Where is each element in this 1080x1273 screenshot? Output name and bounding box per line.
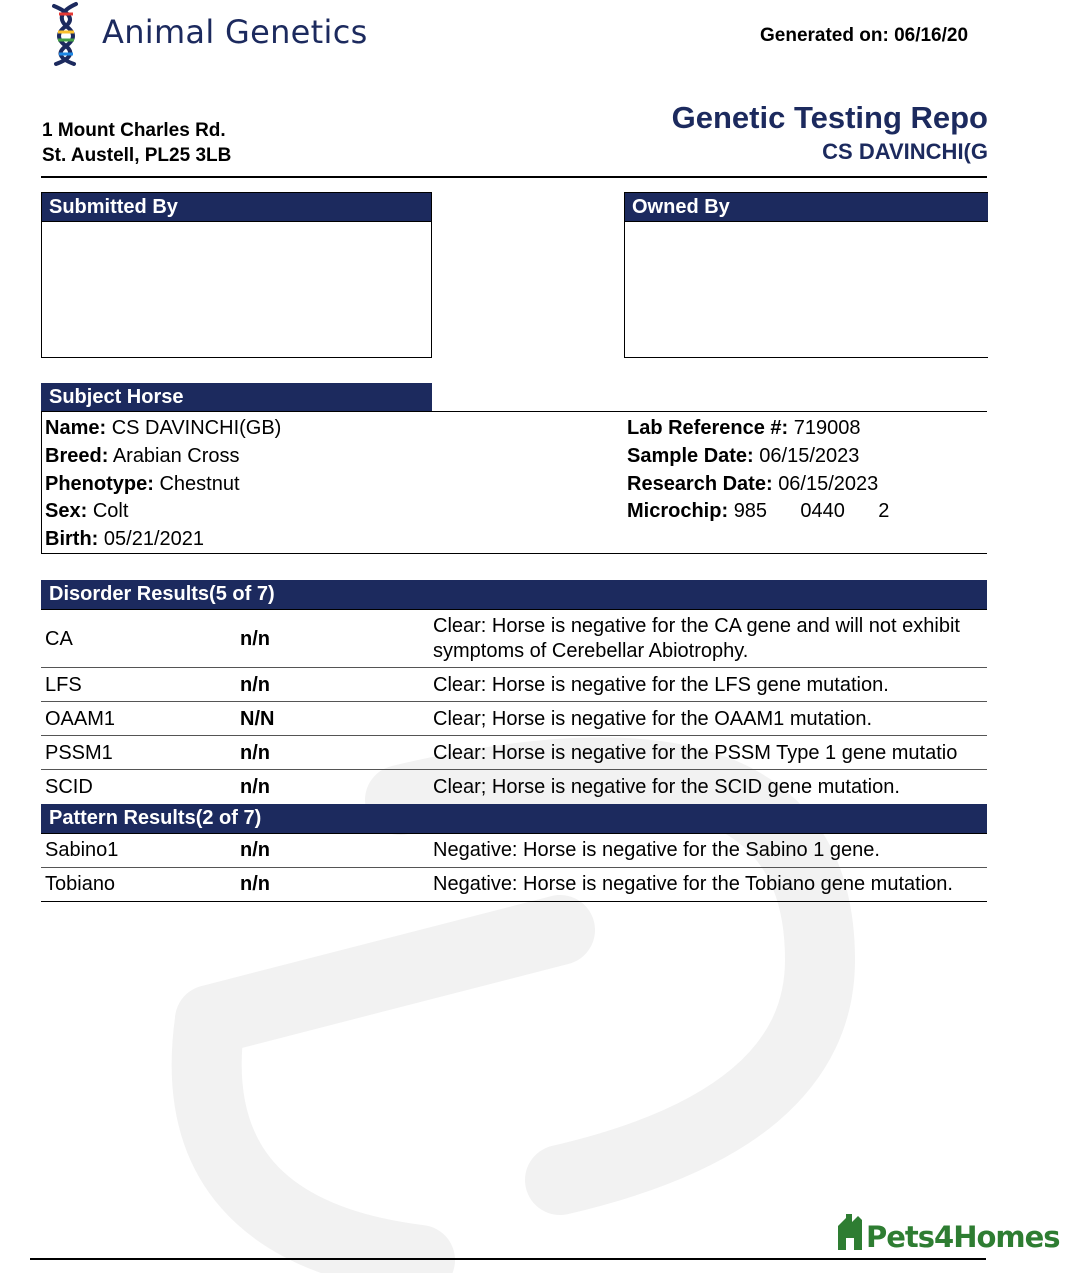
- test-description: Clear; Horse is negative for the SCID gene mutation.: [433, 776, 900, 798]
- table-row: [41, 610, 987, 668]
- header-divider: [41, 176, 987, 178]
- microchip: Microchip: 985 0440 2: [627, 500, 890, 522]
- submitted-by-title: Submitted By: [42, 193, 431, 222]
- submitted-by-box: [41, 192, 432, 358]
- generated-date: Generated on: 06/16/20: [760, 25, 969, 46]
- table-row: [41, 702, 987, 736]
- test-description: Clear: Horse is negative for the CA gene and will not exhibit: [433, 615, 960, 637]
- address-line-1: 1 Mount Charles Rd.: [42, 120, 226, 141]
- horse-sex: Sex: Colt: [45, 500, 129, 522]
- dna-logo-icon: [46, 0, 86, 68]
- test-name: SCID: [45, 776, 93, 798]
- pets4homes-house-icon: [834, 1212, 866, 1252]
- disorder-results-title: Disorder Results(5 of 7): [41, 580, 987, 609]
- test-description: Clear; Horse is negative for the OAAM1 mutation.: [433, 708, 873, 730]
- test-name: CA: [45, 628, 73, 650]
- table-row: [41, 834, 987, 868]
- pattern-results-title: Pattern Results(2 of 7): [41, 804, 987, 833]
- horse-birth: Birth: 05/21/2021: [45, 528, 204, 550]
- sample-date: Sample Date: 06/15/2023: [627, 445, 860, 467]
- test-name: PSSM1: [45, 742, 113, 764]
- report-subject: CS DAVINCHI(G: [822, 139, 988, 164]
- test-name: Tobiano: [45, 873, 116, 895]
- test-result: n/n: [240, 776, 270, 798]
- test-description: Clear: Horse is negative for the LFS gene mutation.: [433, 674, 889, 696]
- test-result: n/n: [240, 839, 270, 861]
- horse-breed: Breed: Arabian Cross: [45, 445, 240, 467]
- test-result: N/N: [240, 708, 275, 730]
- test-description-line-2: symptoms of Cerebellar Abiotrophy.: [433, 640, 749, 662]
- footer-rule: [30, 1258, 986, 1260]
- test-result: n/n: [240, 873, 270, 895]
- horse-name: Name: CS DAVINCHI(GB): [45, 417, 282, 439]
- subject-bottom-rule: [41, 553, 987, 554]
- horse-phenotype: Phenotype: Chestnut: [45, 473, 240, 495]
- test-description: Negative: Horse is negative for the Sabino 1 gene.: [433, 839, 880, 861]
- test-result: n/n: [240, 742, 270, 764]
- test-description: Negative: Horse is negative for the Tobiano gene mutation.: [433, 873, 953, 895]
- test-name: OAAM1: [45, 708, 116, 730]
- report-title: Genetic Testing Repo: [671, 100, 988, 135]
- research-date: Research Date: 06/15/2023: [627, 473, 879, 495]
- test-name: Sabino1: [45, 839, 119, 861]
- owned-by-title: Owned By: [625, 193, 988, 222]
- test-result: n/n: [240, 628, 270, 650]
- subject-top-rule: [41, 411, 987, 412]
- address-line-2: St. Austell, PL25 3LB: [42, 145, 232, 166]
- test-result: n/n: [240, 674, 270, 696]
- brand-name: Animal Genetics: [102, 13, 368, 51]
- owned-by-box: [624, 192, 988, 358]
- table-row: [41, 868, 987, 902]
- lab-address: [42, 118, 231, 168]
- lab-reference: Lab Reference #: 719008: [627, 417, 861, 439]
- pets4homes-logo: Pets4Homes: [866, 1220, 1060, 1254]
- table-row: [41, 770, 987, 804]
- subject-left-rule: [41, 411, 42, 554]
- table-row: [41, 736, 987, 770]
- test-name: LFS: [45, 674, 82, 696]
- table-row: [41, 668, 987, 702]
- subject-horse-title: Subject Horse: [41, 383, 432, 412]
- test-description: Clear: Horse is negative for the PSSM Type 1 gene mutatio: [433, 742, 958, 764]
